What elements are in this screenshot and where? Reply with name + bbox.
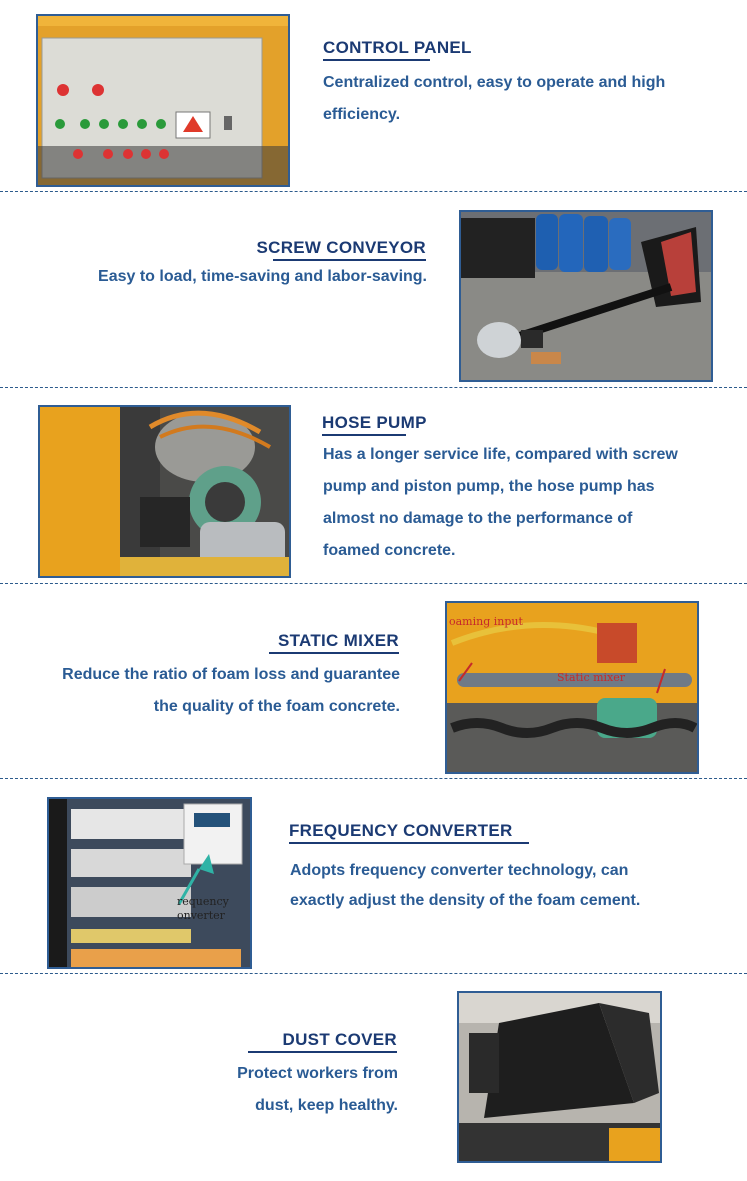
dust-cover-photo: [457, 991, 662, 1163]
frequency-label: requency: [177, 895, 229, 908]
hose-pump-title: HOSE PUMP: [322, 413, 427, 433]
frequency-converter-title: FREQUENCY CONVERTER: [289, 821, 513, 841]
static-mixer-label: Static mixer: [557, 671, 626, 684]
static-mixer-desc: Reduce the ratio of foam loss and guarantee the quality of the foam concrete.: [62, 666, 400, 715]
hose-pump-desc: Has a longer service life, compared with screw pump and piston pump, the hose pump has almost no damage to the performance of foamed concrete.: [323, 446, 678, 559]
static-mixer-title: STATIC MIXER: [200, 631, 399, 651]
control-panel-desc: Centralized control, easy to operate and high efficiency.: [323, 74, 666, 123]
section-divider: [0, 583, 747, 584]
dust-cover-title: DUST COVER: [200, 1030, 397, 1050]
hose-pump-photo: [38, 405, 291, 578]
section-divider: [0, 387, 747, 388]
frequency-converter-photo: [47, 797, 252, 969]
converter-label: onverter: [177, 909, 225, 922]
section-divider: [0, 973, 747, 974]
frequency-converter-desc: Adopts frequency converter technology, can exactly adjust the density of the foam cement.: [290, 862, 641, 909]
screw-conveyor-desc: Easy to load, time-saving and labor-saving.: [98, 268, 427, 285]
control-panel-photo: [36, 14, 290, 187]
section-divider: [0, 778, 747, 779]
control-panel-title: CONTROL PANEL: [323, 38, 472, 58]
screw-conveyor-photo: [459, 210, 713, 382]
static-mixer-photo: [445, 601, 699, 774]
section-divider: [0, 191, 747, 192]
dust-cover-desc: Protect workers from dust, keep healthy.: [237, 1065, 398, 1114]
screw-conveyor-title: SCREW CONVEYOR: [200, 238, 426, 258]
foaming-input-label: oaming input: [449, 615, 523, 628]
